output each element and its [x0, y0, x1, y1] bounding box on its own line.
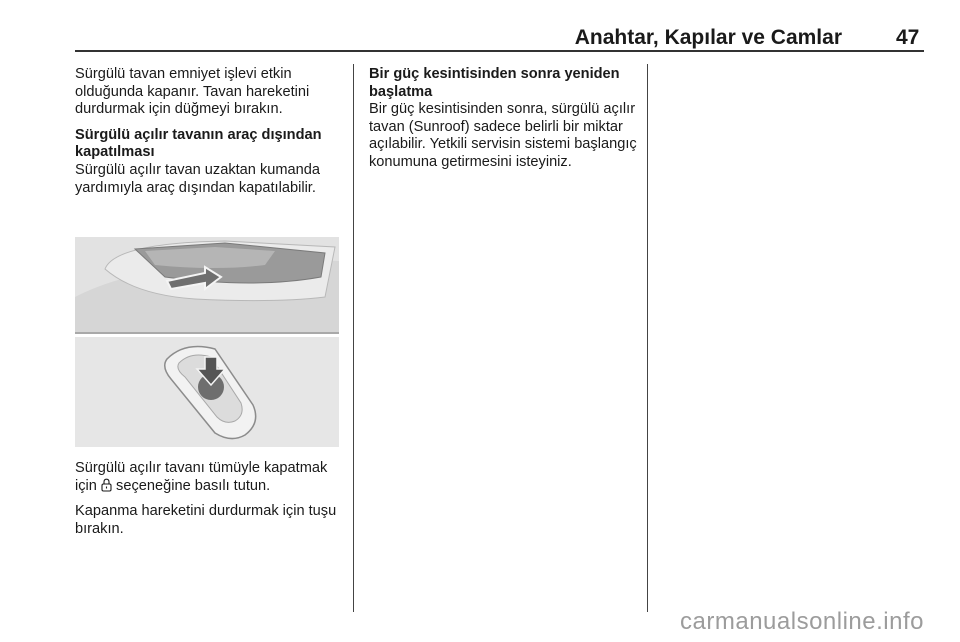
- sunroof-remote-figure: [75, 237, 339, 447]
- page-header-title: Anahtar, Kapılar ve Camlar: [574, 26, 842, 49]
- column-divider: [647, 64, 648, 612]
- lock-icon: [101, 478, 112, 492]
- sunroof-illustration: [75, 237, 339, 334]
- section-heading: Bir güç kesintisinden sonra yeniden başlatma: [369, 66, 620, 100]
- column-divider: [353, 64, 354, 612]
- header-rule: [75, 50, 924, 52]
- left-column-lower: [75, 460, 343, 546]
- section-heading: Sürgülü açılır tavanın araç dışından kapatılması: [75, 126, 322, 161]
- watermark: carmanualsonline.info: [680, 608, 924, 635]
- left-column: [75, 66, 343, 205]
- remote-key-illustration: [75, 337, 339, 447]
- paragraph: Bir güç kesintisinden sonra, sürgülü açılır tavan (Sunroof) sadece belirli bir miktar açılabilir. Yetkili servisin sistemi başlangıç konumuna getirmesini isteyiniz.: [369, 101, 637, 170]
- paragraph: Sürgülü tavan emniyet işlevi etkin olduğunda kapanır. Tavan hareketini durdurmak için düğmeyi bırakın.: [75, 66, 310, 118]
- paragraph: Sürgülü açılır tavan uzaktan kumanda yardımıyla araç dışından kapatılabilir.: [75, 161, 320, 196]
- page-number: 47: [896, 26, 920, 49]
- paragraph: Sürgülü açılır tavanı tümüyle kapatmak için seçeneğine basılı tutun.: [75, 460, 328, 494]
- paragraph: Kapanma hareketini durdurmak için tuşu bırakın.: [75, 503, 337, 537]
- middle-column: [369, 66, 639, 180]
